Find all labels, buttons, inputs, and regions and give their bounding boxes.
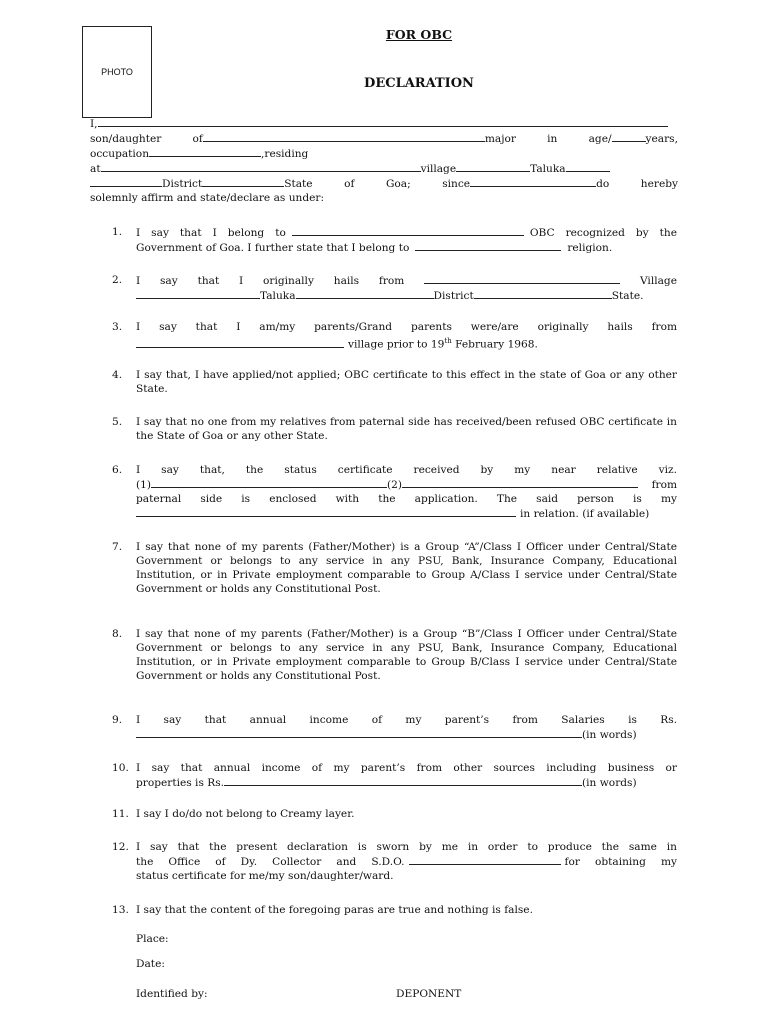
salary-income-blank[interactable]: [136, 727, 582, 738]
relation-blank[interactable]: [136, 506, 516, 517]
parent-name-blank[interactable]: [203, 131, 485, 142]
occupation-blank[interactable]: [149, 146, 261, 157]
other-income-blank[interactable]: [224, 775, 582, 786]
district-blank[interactable]: [90, 176, 162, 187]
declaration-item-7: 7. I say that none of my parents (Father/Mother) is a Group “A”/Class I Officer under Central/State Government or belongs to any service in any PSU, Bank, Insurance Company, Educational Institution, or in Private employment comparable to Group A/Class I service under Central/State Government or holds any Constitutional Post.: [112, 541, 677, 595]
declaration-item-1: 1. I say that I belong to OBC recognized by the Government of Goa. I further state that I belong to religion.: [112, 226, 677, 254]
place-label: Place:: [136, 933, 169, 945]
intro-block: [90, 116, 678, 205]
sdo-blank[interactable]: [409, 854, 561, 865]
name-blank[interactable]: [98, 116, 668, 127]
intro-line-6: solemnly affirm and state/declare as under:: [90, 192, 325, 204]
deponent-label: DEPONENT: [396, 988, 462, 1000]
intro-line-1: I,: [90, 116, 678, 131]
village-2-blank[interactable]: [136, 288, 260, 299]
religion-blank[interactable]: [415, 240, 561, 251]
intro-line-4: at village Taluka: [90, 161, 678, 176]
caste-blank[interactable]: [292, 225, 524, 236]
declaration-item-3: 3. I say that I am/my parents/Grand parents were/are originally hails from village prior to 19th February 1968.: [112, 321, 677, 351]
declaration-item-13: 13. I say that the content of the foregoing paras are true and nothing is false.: [112, 904, 533, 916]
taluka-blank[interactable]: [566, 161, 610, 172]
origin-blank[interactable]: [424, 273, 620, 284]
state-blank[interactable]: [202, 176, 284, 187]
declaration-item-2: 2. I say that I originally hails from Village Taluka District State.: [112, 274, 677, 302]
relative-1-blank[interactable]: [151, 477, 387, 488]
age-blank[interactable]: [612, 131, 646, 142]
since-blank[interactable]: [470, 176, 596, 187]
declaration-item-9: 9. I say that annual income of my parent’s from Salaries is Rs. (in words): [112, 714, 678, 741]
declaration-item-11: 11. I say I do/do not belong to Creamy layer.: [112, 808, 355, 820]
village-blank[interactable]: [456, 161, 530, 172]
declaration-item-12: 12. I say that the present declaration is sworn by me in order to produce the same in the Office of Dy. Collector and S.D.O. for obtaining my status certificate for me/my son/daughter/ward.: [112, 841, 677, 882]
date-label: Date:: [136, 958, 165, 970]
relative-2-blank[interactable]: [402, 477, 638, 488]
origin-village-blank[interactable]: [136, 337, 344, 348]
page-subtitle: DECLARATION: [364, 76, 474, 91]
declaration-item-5: 5. I say that no one from my relatives from paternal side has received/been refused OBC certificate in the State of Goa or any other State.: [112, 416, 677, 442]
declaration-item-4: 4. I say that, I have applied/not applied; OBC certificate to this effect in the state of Goa or any other State.: [112, 369, 677, 395]
photo-label: PHOTO: [101, 67, 133, 77]
declaration-item-6: 6. I say that, the status certificate received by my near relative viz. (1) (2) from paternal side is enclosed with the application. The said person is my in relation. (if available): [112, 464, 677, 520]
identified-by-label: Identified by:: [136, 988, 208, 1000]
declaration-item-10: 10. I say that annual income of my parent’s from other sources including business or properties is Rs. (in words): [112, 762, 677, 789]
taluka-2-blank[interactable]: [296, 288, 434, 299]
district-2-blank[interactable]: [474, 288, 612, 299]
residence-blank[interactable]: [101, 161, 421, 172]
page-title: FOR OBC: [385, 27, 453, 42]
intro-line-5: District State of Goa; since do hereby: [90, 176, 678, 191]
declaration-item-8: 8. I say that none of my parents (Father/Mother) is a Group “B”/Class I Officer under Central/State Government or belongs to any service in any PSU, Bank, Insurance Company, Educational Institution, or in Private employment comparable to Group B/Class I service under Central/State Government or holds any Constitutional Post.: [112, 628, 677, 682]
intro-line-3: occupation ,residing: [90, 148, 309, 160]
intro-line-2: son/daughter of major in age/ years,: [90, 133, 678, 145]
